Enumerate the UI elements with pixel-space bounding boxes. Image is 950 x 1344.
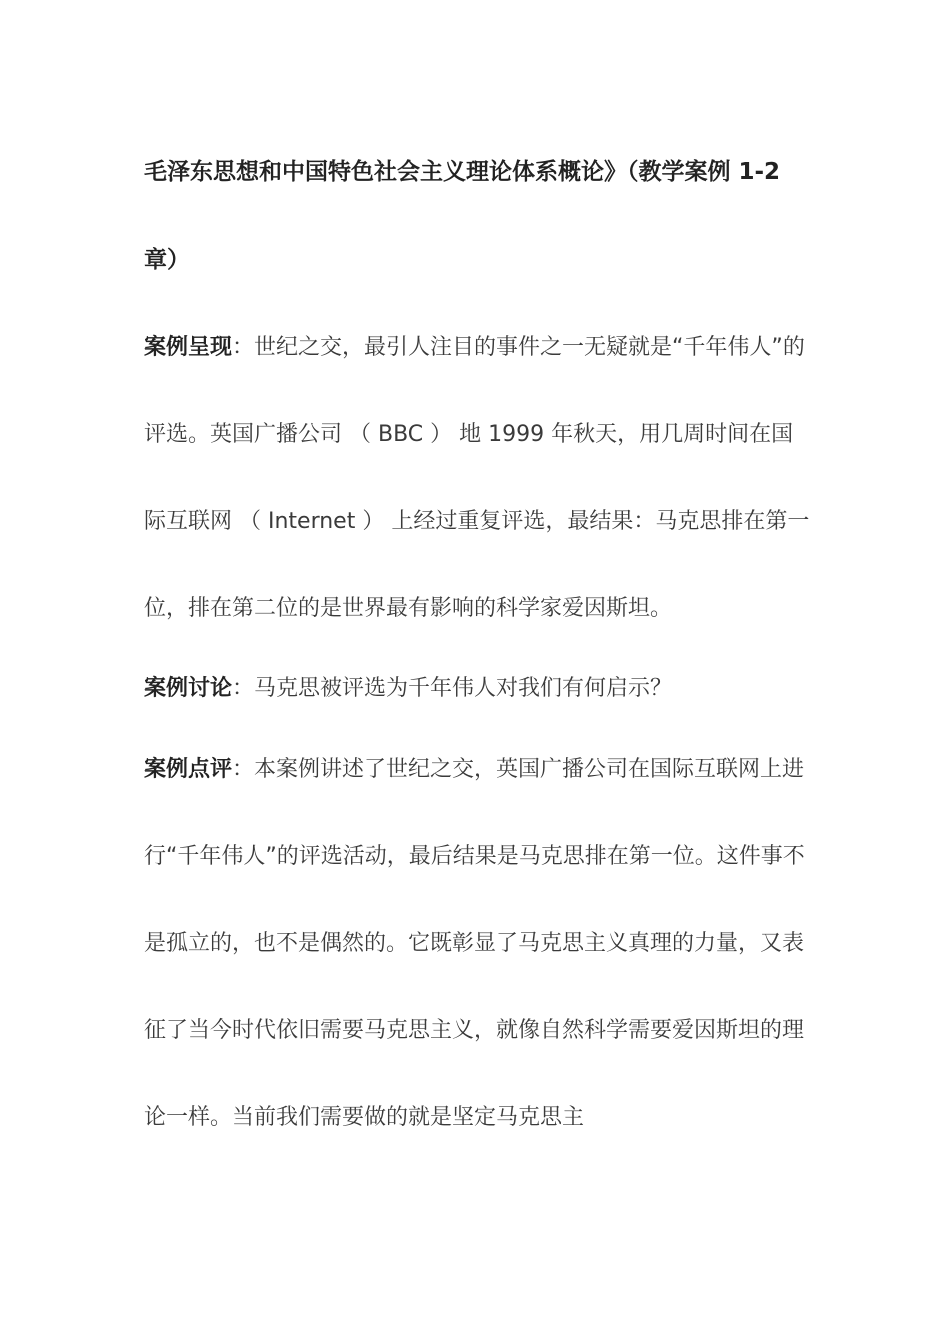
case-discussion-separator: ：	[232, 676, 255, 701]
document-title: 毛泽东思想和中国特色社会主义理论体系概论》（教学案例 1-2 章）	[144, 159, 781, 273]
case-discussion-text: 马克思被评选为千年伟人对我们有何启示？	[254, 676, 673, 701]
case-commentary-label: 案例点评	[144, 757, 233, 782]
case-presentation-paragraph	[144, 304, 814, 652]
case-commentary-paragraph	[144, 726, 814, 1161]
case-discussion-label: 案例讨论	[144, 676, 233, 701]
case-commentary-text: 本案例讲述了世纪之交，英国广播公司在国际互联网上进行“千年伟人”的评选活动，最后结果是马克思排在第一位。这件事不是孤立的，也不是偶然的。它既彰显了马克思主义真理的力量，又表征了当今时代依旧需要马克思主义，就像自然科学需要爱因斯坦的理论一样。当前我们需要做的就是坚定马克思主	[144, 757, 805, 1130]
case-presentation-separator: ：	[232, 335, 255, 360]
case-discussion-paragraph	[144, 652, 814, 726]
case-presentation-text: 世纪之交，最引人注目的事件之一无疑就是“千年伟人”的评选。英国广播公司 （ BBC ） 地 1999 年秋天，用几周时间在国际互联网 （ Internet ） 上经过重复评选，最结果：马克思排在第一位，排在第二位的是世界最有影响的科学家爱因斯坦。	[144, 335, 810, 621]
case-commentary-separator: ：	[232, 757, 255, 782]
document-body	[144, 128, 814, 1161]
case-presentation-label: 案例呈现	[144, 335, 233, 360]
